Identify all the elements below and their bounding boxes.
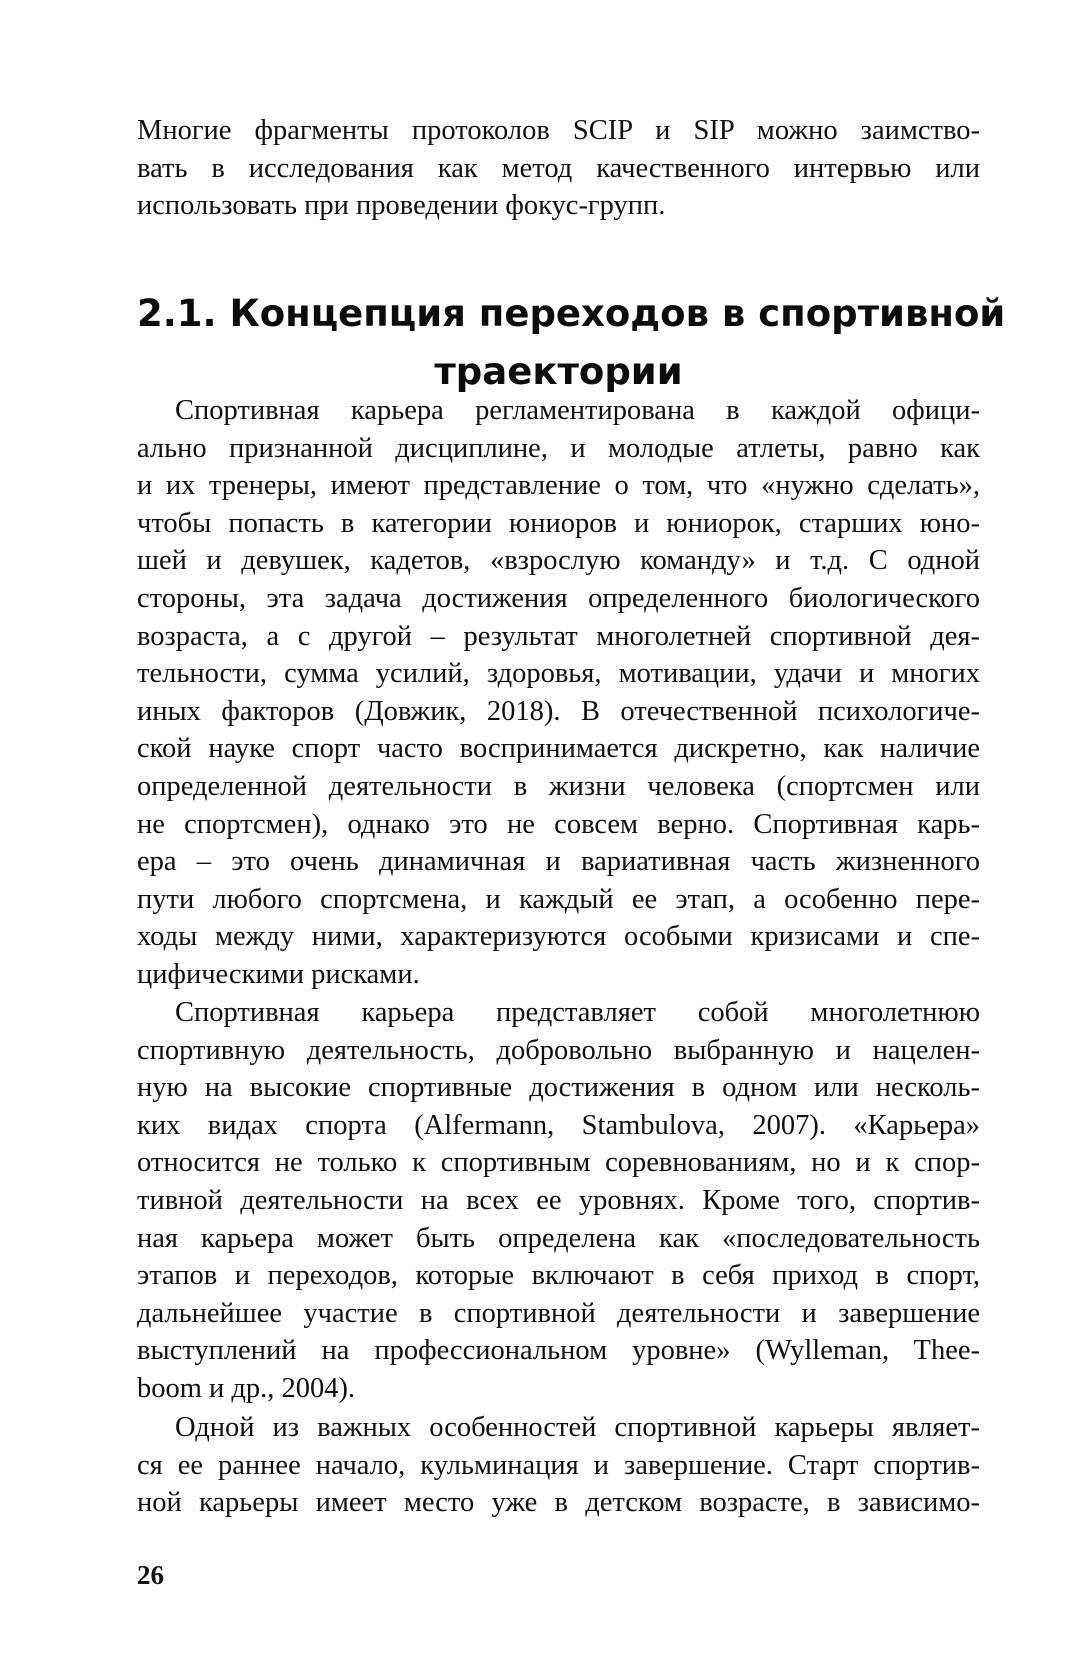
- text-line: вать в исследования как метод качественного интервью или: [137, 152, 980, 184]
- text-line: Одной из важных особенностей спортивной карьеры являет-: [175, 1412, 980, 1443]
- paragraph-3: [137, 1409, 980, 1522]
- text-line: ную на высокие спортивные достижения в одном или несколь-: [137, 1072, 980, 1104]
- text-line: ной карьеры имеет место уже в детском возрасте, в зависимо-: [137, 1487, 980, 1519]
- text-line: чтобы попасть в категории юниоров и юниорок, старших юно-: [137, 507, 980, 539]
- text-line: иных факторов (Довжик, 2018). В отечественной психологиче-: [137, 695, 980, 727]
- paragraph-2: [137, 994, 980, 1408]
- text-line: спортивную деятельность, добровольно выбранную и нацелен-: [137, 1034, 980, 1066]
- intro-paragraph: [137, 112, 980, 225]
- text-line: дальнейшее участие в спортивной деятельности и завершение: [137, 1297, 980, 1329]
- text-line: тивной деятельности на всех ее уровнях. Кроме того, спортив-: [137, 1184, 980, 1216]
- text-line: ской науке спорт часто воспринимается дискретно, как наличие: [137, 733, 980, 765]
- text-line: ально признанной дисциплине, и молодые атлеты, равно как: [137, 432, 980, 464]
- page-number: 26: [137, 1560, 164, 1590]
- text-line: ера – это очень динамичная и вариативная часть жизненного: [137, 846, 980, 878]
- text-line: не спортсмен), однако это не совсем верно. Спортивная карь-: [137, 808, 980, 840]
- text-line: использовать при проведении фокус-групп.: [137, 190, 666, 222]
- text-line: выступлений на профессиональном уровне» (Wylleman, Thee-: [137, 1335, 980, 1367]
- text-line: boom и др., 2004).: [137, 1372, 356, 1404]
- text-line: стороны, эта задача достижения определенного биологического: [137, 582, 980, 614]
- text-line: этапов и переходов, которые включают в себя приход в спорт,: [137, 1260, 980, 1292]
- text-line: ная карьера может быть определена как «последовательность: [137, 1222, 980, 1254]
- text-line: относится не только к спортивным соревнованиям, но и к спор-: [137, 1147, 980, 1179]
- text-line: определенной деятельности в жизни человека (спортсмен или: [137, 770, 980, 802]
- paragraph-1: [137, 392, 980, 994]
- text-line: цифическими рисками.: [137, 958, 420, 990]
- text-line: Спортивная карьера регламентирована в каждой офици-: [175, 395, 980, 426]
- text-line: ся ее раннее начало, кульминация и завершение. Старт спортив-: [137, 1449, 980, 1481]
- text-line: тельности, сумма усилий, здоровья, мотивации, удачи и многих: [137, 658, 980, 690]
- text-line: Спортивная карьера представляет собой многолетнюю: [175, 997, 980, 1028]
- section-heading-line: 2.1. Концепция переходов в спортивной: [137, 292, 1006, 335]
- text-line: возраста, а с другой – результат многолетней спортивной дея-: [137, 620, 980, 652]
- text-line: ких видах спорта (Alfermann, Stambulova, 2007). «Карьера»: [137, 1109, 980, 1141]
- text-line: шей и девушек, кадетов, «взрослую команду» и т.д. С одной: [137, 545, 980, 577]
- text-line: пути любого спортсмена, и каждый ее этап, а особенно пере-: [137, 883, 980, 915]
- section-heading: [137, 285, 1006, 401]
- text-line: и их тренеры, имеют представление о том, что «нужно сделать»,: [137, 470, 980, 502]
- text-line: Многие фрагменты протоколов SCIP и SIP можно заимство-: [137, 115, 980, 146]
- text-line: ходы между ними, характеризуются особыми кризисами и спе-: [137, 921, 980, 953]
- section-heading-line: траектории: [434, 350, 683, 393]
